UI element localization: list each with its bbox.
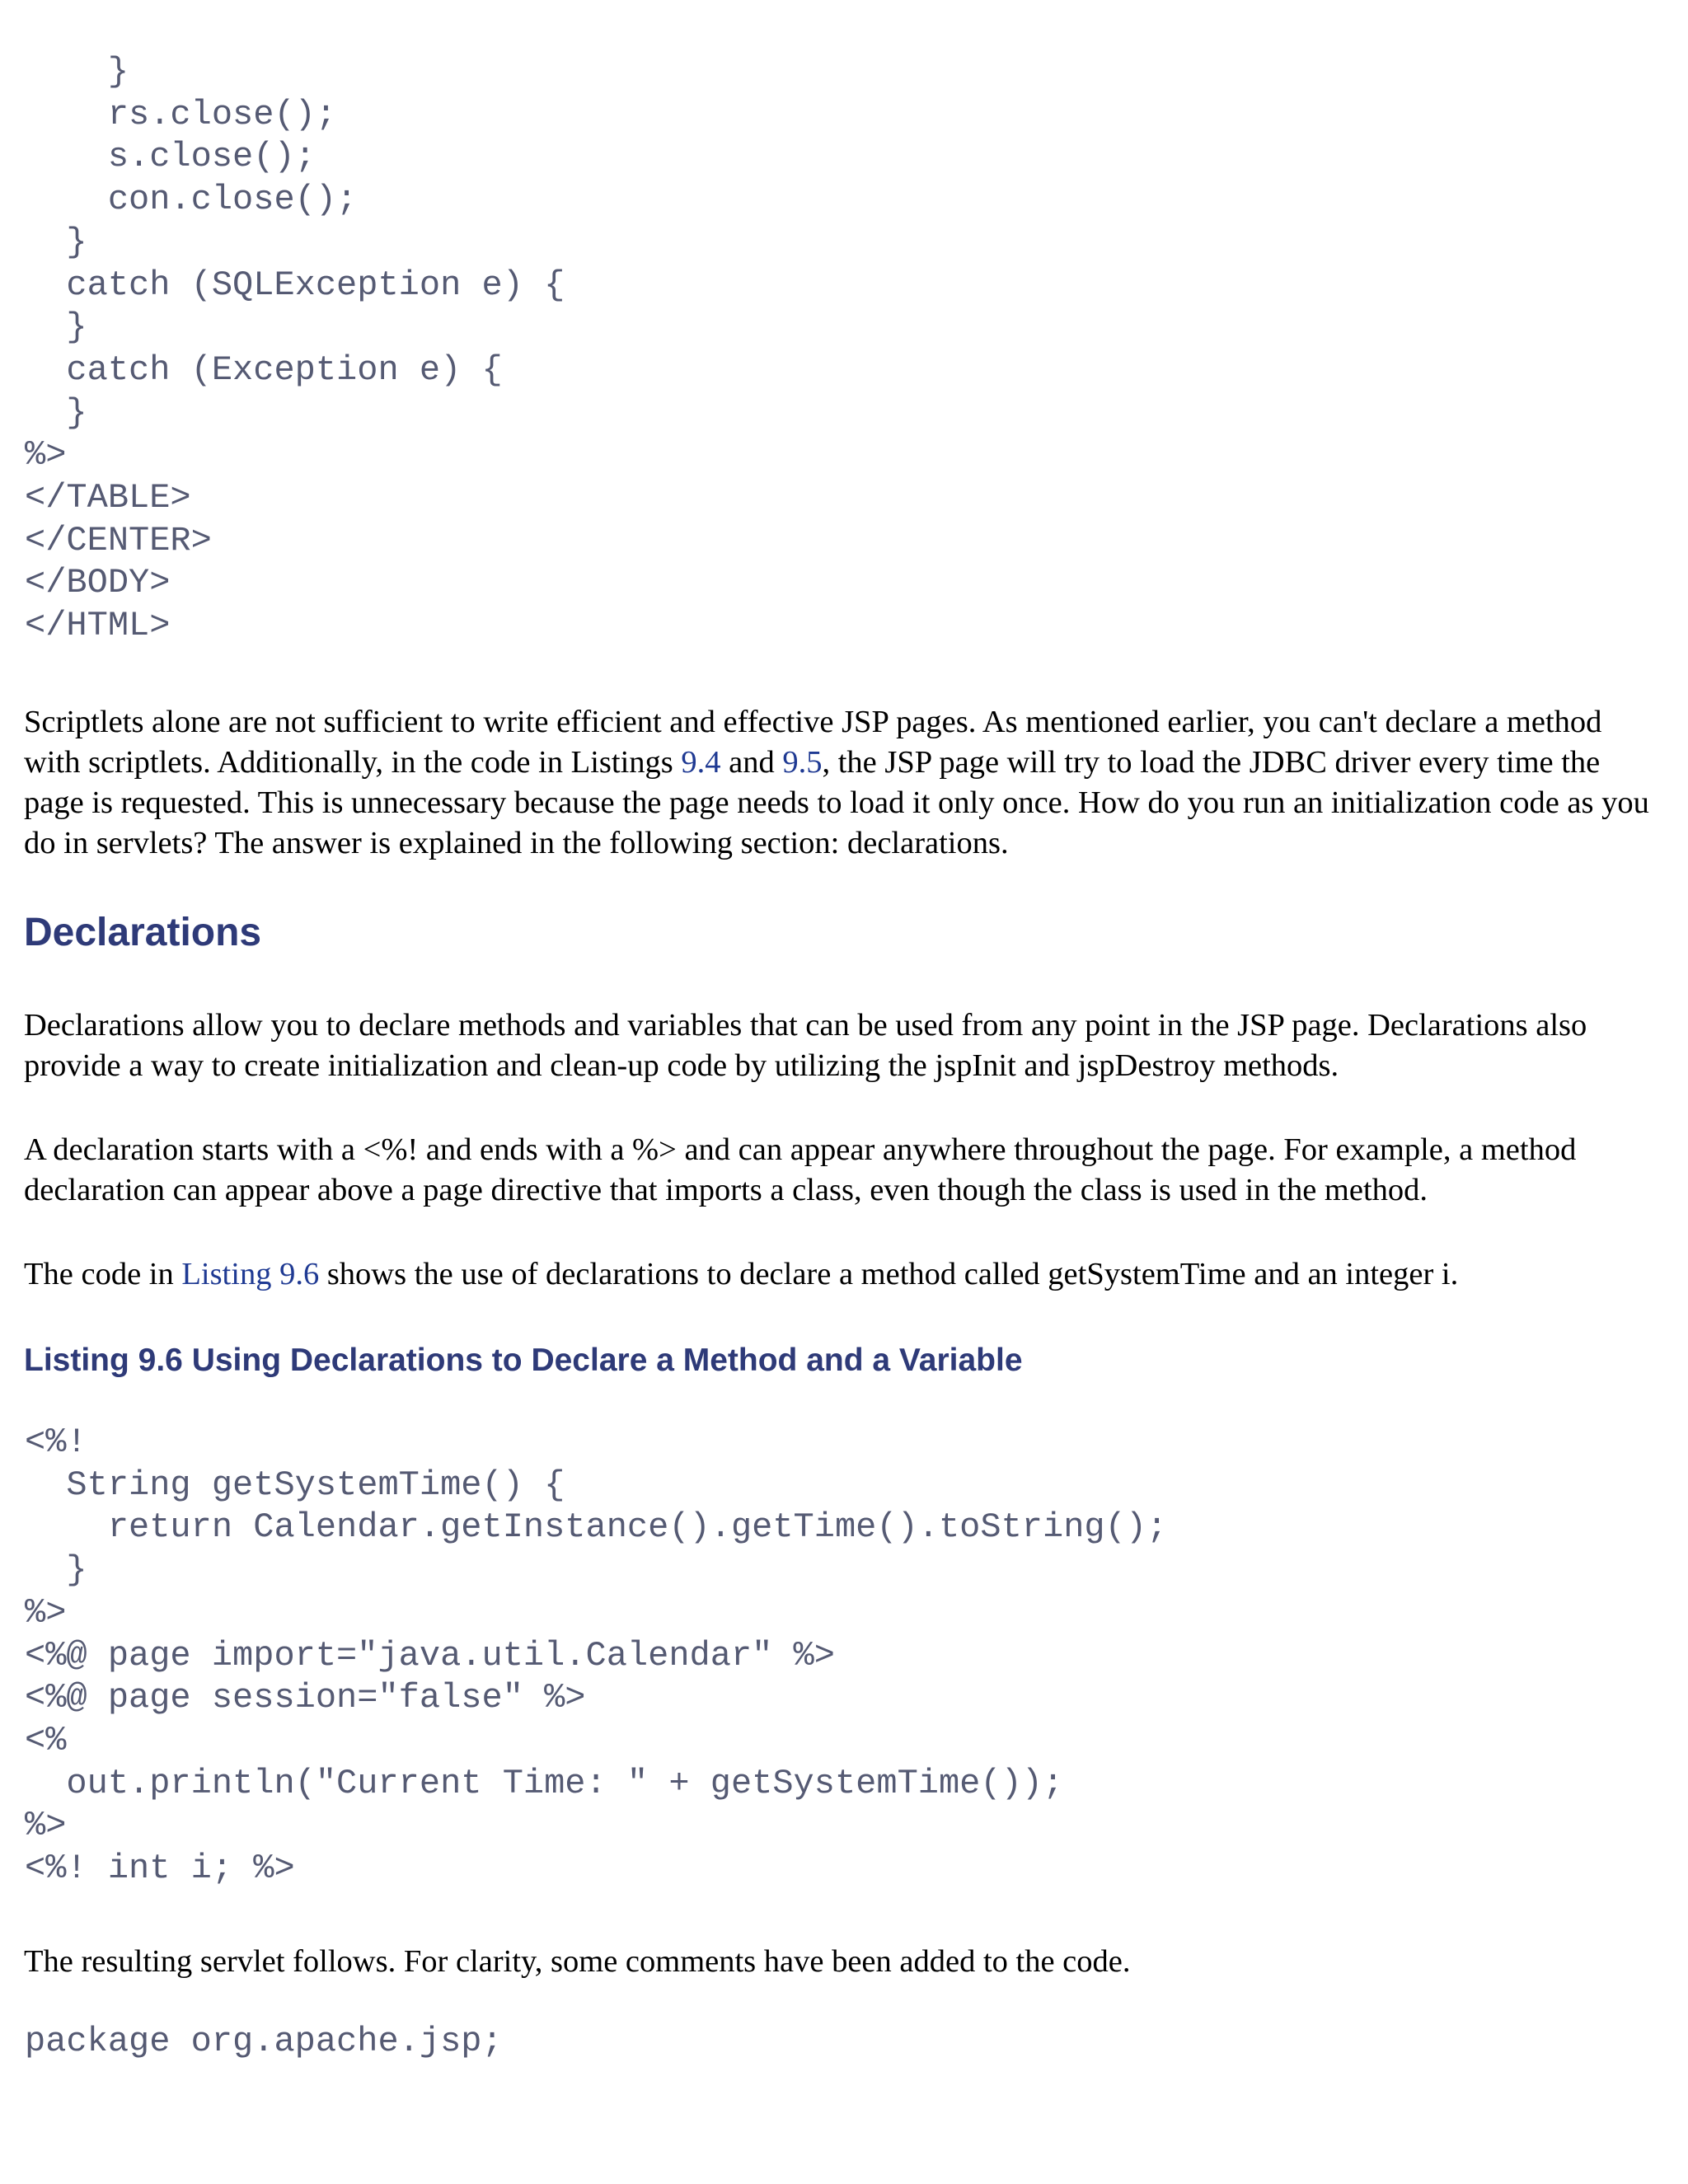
paragraph-text: The code in — [24, 1257, 182, 1291]
paragraph-declarations-intro: Declarations allow you to declare methods and variables that can be used from any point in the JSP page. Declarations also provide a way to create initialization and clean-up code by utilizing the jspInit and jspDestroy methods. — [24, 1008, 1587, 1083]
code-line: } — [25, 1550, 87, 1591]
paragraph-listing-reference — [24, 1254, 1664, 1295]
listing-9-4-link[interactable]: 9.4 — [681, 745, 721, 780]
code-line: </HTML> — [25, 606, 171, 646]
code-line: catch (Exception e) { — [25, 349, 503, 390]
code-line: </CENTER> — [25, 520, 212, 560]
paragraph-text: Scriptlets alone are not sufficient to write efficient and effective JSP pages. As mentioned earlier, you can't declare a method with scriptlets. Additionally, in the code in Listings — [24, 705, 1602, 780]
code-line: s.close(); — [25, 137, 316, 177]
paragraph-text: and — [720, 745, 783, 780]
code-block-listing-9-6 — [25, 1422, 1167, 1891]
paragraph-scriptlets — [24, 702, 1664, 864]
code-line: con.close(); — [25, 180, 358, 220]
listing-heading: Listing 9.6 Using Declarations to Declare a Method and a Variable — [24, 1343, 1023, 1378]
code-line: <% — [25, 1720, 67, 1760]
code-line: %> — [25, 435, 67, 476]
code-line: return Calendar.getInstance().getTime().toString(); — [25, 1507, 1168, 1548]
code-line: <%! int i; %> — [25, 1849, 295, 1889]
code-line: </TABLE> — [25, 478, 191, 518]
code-line: package org.apache.jsp; — [25, 2022, 503, 2061]
code-line: String getSystemTime() { — [25, 1465, 565, 1505]
paragraph-text: , the JSP page will try to load the JDBC driver every time the page is requested. This is unnecessary because the page needs to load it only once. How do you run an initialization code as you do in servlets? The answer is explained in the following section: declarations. — [24, 745, 1649, 860]
code-line: <%@ page session="false" %> — [25, 1678, 586, 1718]
code-block-top — [25, 51, 565, 648]
code-line: } — [25, 392, 87, 433]
code-line: } — [25, 222, 87, 262]
code-line: </BODY> — [25, 563, 171, 603]
paragraph-declaration-syntax: A declaration starts with a <%! and ends with a %> and can appear anywhere throughout the page. For example, a method declaration can appear above a page directive that imports a class, even though the class is used in the method. — [24, 1132, 1577, 1207]
code-line: out.println("Current Time: " + getSystemTime()); — [25, 1763, 1064, 1803]
code-line: } — [25, 52, 129, 91]
code-line: <%! — [25, 1422, 87, 1462]
code-line: rs.close(); — [25, 94, 337, 134]
code-line: catch (SQLException e) { — [25, 265, 565, 305]
paragraph-text: shows the use of declarations to declare a method called getSystemTime and an integer i. — [319, 1257, 1459, 1291]
listing-9-6-link[interactable]: Listing 9.6 — [181, 1257, 320, 1291]
listing-9-5-link[interactable]: 9.5 — [782, 745, 823, 780]
code-line: <%@ page import="java.util.Calendar" %> — [25, 1635, 835, 1675]
paragraph-resulting-servlet: The resulting servlet follows. For clarity, some comments have been added to the code. — [24, 1944, 1131, 1979]
code-line: %> — [25, 1806, 67, 1846]
code-block-bottom — [25, 2021, 503, 2064]
code-line: } — [25, 307, 87, 348]
section-heading-declarations: Declarations — [24, 911, 262, 954]
code-line: %> — [25, 1592, 67, 1633]
